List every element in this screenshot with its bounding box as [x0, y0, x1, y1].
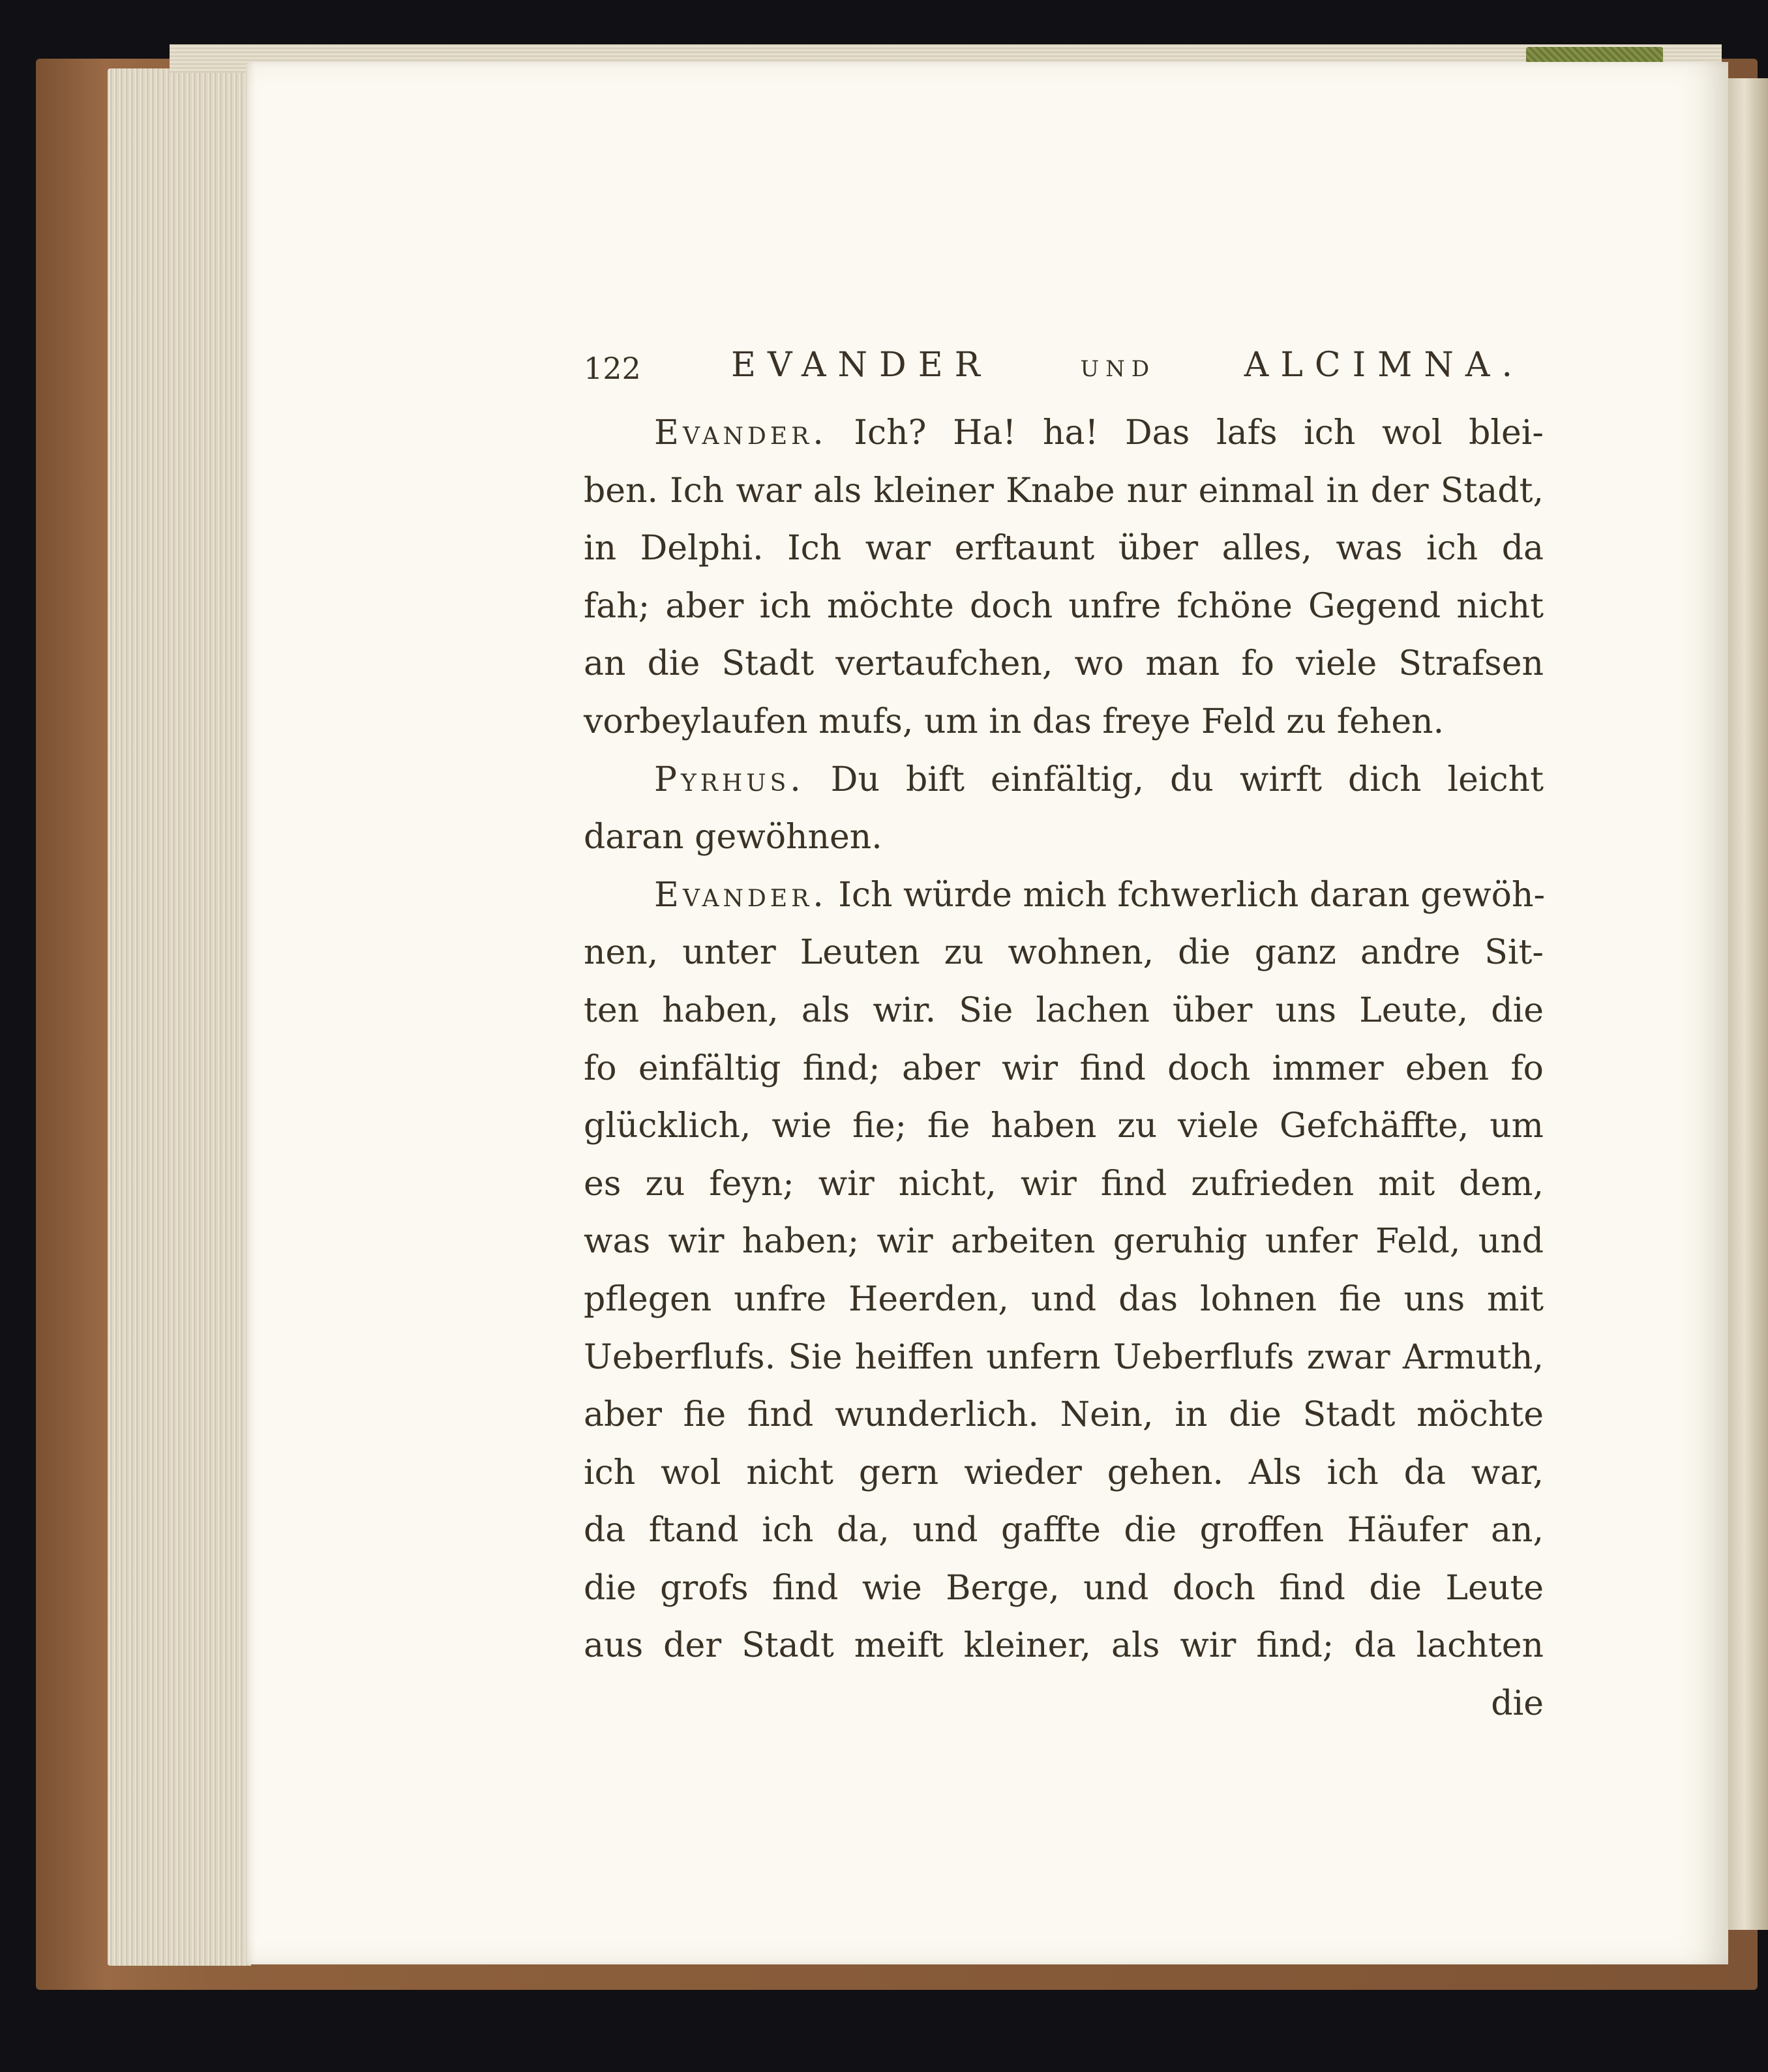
page-text-block [584, 346, 1544, 1733]
text-line: ben. Ich war als kleiner Knabe nur einmal in der Stadt, [584, 471, 1544, 511]
paragraph-pyrhus [584, 751, 1544, 866]
text-line: pflegen unfre Heerden, und das lohnen fie uns mit [584, 1279, 1544, 1319]
text-line: an die Stadt vertaufchen, wo man fo viele Strafsen [584, 644, 1544, 684]
facing-page-edge [1728, 78, 1768, 1930]
text-line: aus der Stadt meift kleiner, als wir find; da lachten [584, 1626, 1544, 1666]
page-number: 122 [584, 351, 641, 386]
text-line: die grofs find wie Berge, und doch find die Leute [584, 1568, 1544, 1608]
paragraph-evander-1 [584, 404, 1544, 751]
text-line: ten haben, als wir. Sie lachen über uns Leute, die [584, 990, 1544, 1030]
text-line [584, 404, 1544, 462]
text-line: ich wol nicht gern wieder gehen. Als ich da war, [584, 1453, 1544, 1492]
text-line: Ueberflufs. Sie heiffen unfern Ueberflufs zwar Armuth, [584, 1337, 1544, 1377]
text-line: nen, unter Leuten zu wohnen, die ganz andre Sit- [584, 933, 1544, 973]
text-line [584, 751, 1544, 809]
text-line: aber fie find wunderlich. Nein, in die Stadt möchte [584, 1395, 1544, 1435]
running-title-part2: ALCIMNA. [1244, 346, 1525, 385]
text-line: in Delphi. Ich war erftaunt über alles, was ich da [584, 529, 1544, 569]
line-text: Ich? Ha! ha! Das lafs ich wol blei- [854, 413, 1544, 452]
text-line: da ftand ich da, und gaffte die groffen Häufer an, [584, 1511, 1544, 1550]
speaker-name: Evander. [654, 875, 828, 915]
text-line: es zu feyn; wir nicht, wir find zufrieden mit dem, [584, 1164, 1544, 1204]
speaker-name: Evander. [654, 413, 828, 452]
running-title-connector: UND [1080, 356, 1156, 382]
speaker-name: Pyrhus. [654, 760, 805, 799]
text-line [584, 866, 1544, 925]
line-text: Ich würde mich fchwerlich daran gewöh- [838, 875, 1546, 915]
line-text: Du bift einfältig, du wirft dich leicht [830, 760, 1544, 799]
catchword: die [1491, 1684, 1544, 1724]
text-line: daran gewöhnen. [584, 818, 882, 857]
page-stack-edge [108, 68, 251, 1966]
running-title-part1: EVANDER [731, 346, 992, 385]
text-line: fo einfältig find; aber wir find doch immer eben fo [584, 1048, 1544, 1088]
text-line: fah; aber ich möchte doch unfre fchöne Gegend nicht [584, 586, 1544, 626]
page-header [584, 346, 1544, 404]
text-line: vorbeylaufen mufs, um in das freye Feld zu fehen. [584, 702, 1445, 741]
running-title [731, 346, 1524, 385]
text-line: glücklich, wie fie; fie haben zu viele Gefchäffte, um [584, 1106, 1544, 1146]
text-line: was wir haben; wir arbeiten geruhig unfer Feld, und [584, 1222, 1544, 1262]
paragraph-evander-2 [584, 866, 1544, 1675]
